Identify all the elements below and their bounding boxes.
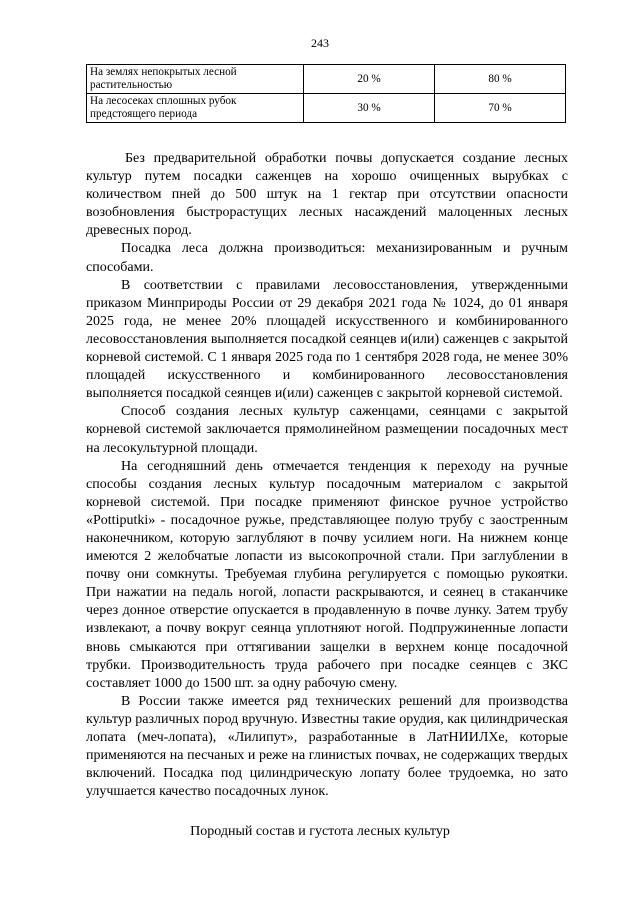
table-row [87,94,566,123]
table-cell-value: 20 % [304,65,435,94]
section-heading: Породный состав и густота лесных культур [190,824,450,839]
table-cell-value: 70 % [435,94,566,123]
table-cell-value: 80 % [435,65,566,94]
table-row [87,65,566,94]
paragraph: В России также имеется ряд технических решений для производства культур различных пород вручную. Известны такие орудия, как цилиндрическая лопата (меч-лопата), «Лилипут», разработанные в ЛатНИИЛХе, которые применяются на песчаных и реже на глинистых почвах, не содержащих твердых включений. Посадка под цилиндрическую лопату более трудоемка, но зато улучшается качество посадочных лунок. [86,693,568,800]
table-cell-label: На лесосеках сплошных рубок предстоящего периода [87,94,304,123]
table-cell-label: На землях непокрытых лесной растительностью [87,65,304,94]
paragraph: Без предварительной обработки почвы допускается создание лесных культур путем посадки саженцев на хорошо очищенных вырубках с количеством пней до 500 штук на 1 гектар при отсутствии опасности возобновления быстрорастущих лесных насаждений малоценных лесных древесных пород. [86,151,568,239]
table-cell-value: 30 % [304,94,435,123]
page-number: 243 [311,36,329,50]
paragraph: На сегодняшний день отмечается тенденция к переходу на ручные способы создания лесных культур посадочным материалом с закрытой корневой системой. При посадке применяют финское ручное устройство «Pottiputki» - посадочное ружье, представляющее полую трубу с заостренным наконечником, которую заглубляют в почву усилием ноги. На нижнем конце имеются 2 желобчатые лопасти из высокопрочной стали. При заглублении в почву они сомкнуты. Требуемая глубина регулируется с помощью рукоятки. При нажатии на педаль ногой, лопасти раскрываются, и сеянец в стаканчике через донное отверстие опускается в продавленную в почве лунку. Затем трубу извлекают, а почву вокруг сеянца уплотняют ногой. Подпружиненные лопасти вновь смыкаются при оттягивании защелки в верхнем конце посадочной трубки. Производительность труда рабочего при посадке сеянцев с ЗКС составляет 1000 до 1500 шт. за одну рабочую смену. [86,458,568,691]
paragraph: Способ создания лесных культур саженцами, сеянцами с закрытой корневой системой заключается прямолинейном размещении посадочных мест на лесокультурной площади. [86,404,568,456]
body-text [86,150,568,801]
planting-share-table [86,64,566,123]
paragraph: В соответствии с правилами лесовосстановления, утвержденными приказом Минприроды России от 29 декабря 2021 года № 1024, до 01 января 2025 года, не менее 20% площадей искусственного и комбинированного лесовосстановления выполняется посадкой сеянцев и(или) саженцев с закрытой корневой системой. С 1 января 2025 года по 1 сентября 2028 года, не менее 30% площадей искусственного и комбинированного лесовосстановления выполняется посадкой сеянцев и(или) саженцев с закрытой корневой системой. [86,277,568,402]
paragraph: Посадка леса должна производиться: механизированным и ручным способами. [86,241,568,275]
